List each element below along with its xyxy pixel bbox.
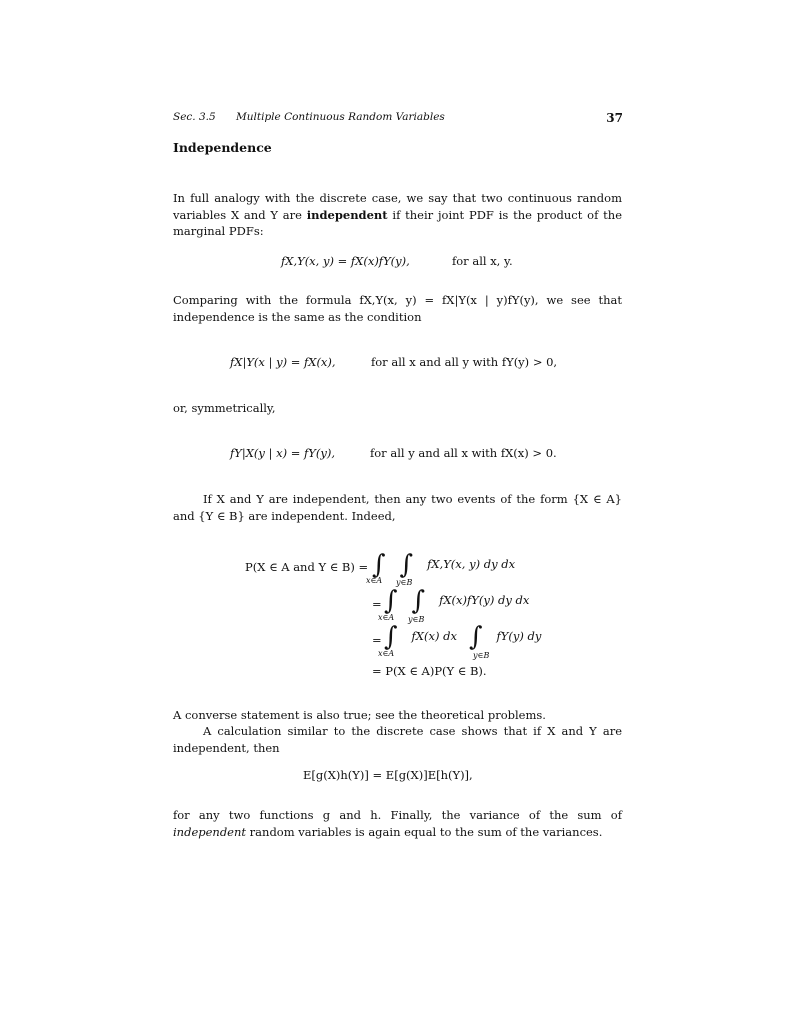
section-heading: Independence bbox=[173, 140, 272, 155]
italic-term: independent bbox=[173, 824, 247, 839]
chapter-title: Multiple Continuous Random Variables bbox=[236, 111, 445, 123]
paragraph-text: random variables is again equal to the sum of the variances. bbox=[246, 824, 603, 839]
limit-y: y∈B bbox=[408, 615, 425, 624]
paragraph-text: if their joint PDF is the product of the marginal PDFs: bbox=[173, 207, 622, 238]
integral-icon: ∫ bbox=[384, 586, 398, 616]
limit-x: x∈A bbox=[366, 576, 383, 585]
limit-y: y∈B bbox=[473, 651, 490, 660]
derivation-line-2 bbox=[384, 588, 529, 614]
limit-x: x∈A bbox=[378, 613, 395, 622]
integrand: fX(x)fY(y) dy dx bbox=[439, 593, 530, 607]
equation-conditional-y: fY|X(y | x) = fY(y), bbox=[230, 446, 335, 460]
paragraph-comparison: Comparing with the formula fX,Y(x, y) = fX|Y(x | y)fY(y), we see that independence is the same as the condition bbox=[173, 293, 622, 324]
paragraph-events: If X and Y are independent, then any two events of the form {X ∈ A} and {Y ∈ B} are independent. Indeed, bbox=[173, 492, 622, 523]
paragraph-text: In full analogy with the discrete case, we say that two continuous random variables X and Y are bbox=[173, 191, 622, 222]
paragraph-converse: A converse statement is also true; see the theoretical problems. bbox=[173, 708, 546, 722]
integrand-x: fX(x) dx bbox=[411, 629, 457, 643]
paragraph-text: for any two functions g and h. Finally, the variance of the sum of bbox=[173, 808, 622, 822]
paragraph-expectation: A calculation similar to the discrete case shows that if X and Y are independent, then bbox=[173, 724, 622, 755]
equation-conditional-x: fX|Y(x | y) = fX(x), bbox=[230, 355, 336, 369]
integrand-y: fY(y) dy bbox=[496, 629, 542, 643]
derivation-line-4: = P(X ∈ A)P(Y ∈ B). bbox=[372, 664, 487, 678]
limit-y: y∈B bbox=[396, 578, 413, 587]
equation-condition: for all x, y. bbox=[452, 254, 513, 268]
running-header bbox=[173, 111, 623, 123]
eq-sign: = bbox=[372, 597, 382, 611]
integral-icon: ∫ bbox=[384, 622, 398, 652]
integrand: fX,Y(x, y) dy dx bbox=[427, 557, 516, 571]
section-number: Sec. 3.5 bbox=[173, 111, 216, 123]
page-number: 37 bbox=[606, 111, 623, 125]
derivation-line-3 bbox=[384, 624, 541, 650]
integral-icon: ∫ bbox=[468, 622, 483, 652]
integral-icon: ∫ bbox=[411, 586, 426, 616]
equation-expectation: E[g(X)h(Y)] = E[g(X)]E[h(Y)], bbox=[303, 768, 473, 782]
integral-icon: ∫ bbox=[399, 550, 414, 580]
bold-term: independent bbox=[306, 207, 388, 222]
derivation-line-1 bbox=[372, 552, 515, 578]
paragraph-definition bbox=[173, 190, 622, 240]
eq-sign: = bbox=[372, 633, 382, 647]
paragraph-symmetric: or, symmetrically, bbox=[173, 401, 276, 415]
limit-x: x∈A bbox=[378, 649, 395, 658]
integral-icon: ∫ bbox=[372, 550, 386, 580]
derivation-lhs: P(X ∈ A and Y ∈ B) = bbox=[245, 560, 369, 574]
paragraph-variance bbox=[173, 807, 622, 840]
equation-condition: for all x and all y with fY(y) > 0, bbox=[371, 355, 558, 369]
equation-joint-pdf: fX,Y(x, y) = fX(x)fY(y), bbox=[281, 254, 410, 268]
equation-condition: for all y and all x with fX(x) > 0. bbox=[370, 446, 557, 460]
